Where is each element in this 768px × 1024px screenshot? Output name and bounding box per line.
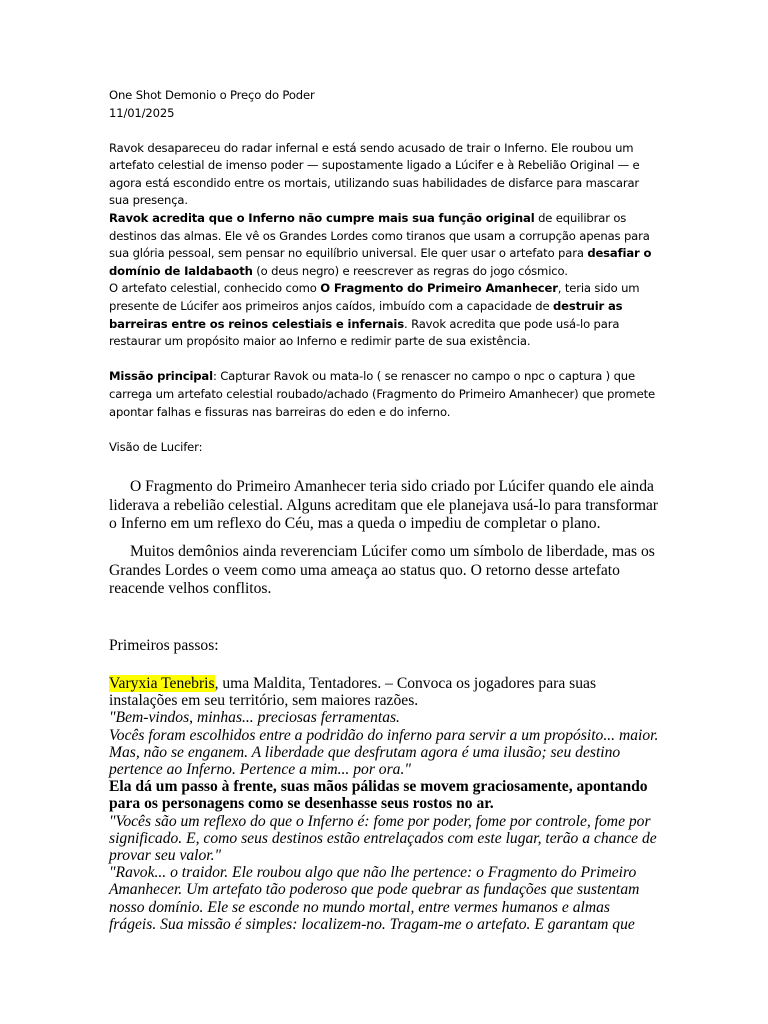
intro-paragraph-3 — [109, 280, 659, 350]
intro-p2-text: de equilibrar os destinos das almas. Ele vê os Grandes Lordes como tiranos que usam a corrupção apenas para sua glória pessoal, sem pensar no equilíbrio universal. Ele quer usar o artefato para — [109, 211, 650, 261]
lucifer-paragraph-1: O Fragmento do Primeiro Amanhecer teria sido criado por Lúcifer quando ele ainda liderava a rebelião celestial. Alguns acreditam que ele planejava usá-lo para transformar o Inferno em um reflexo do Céu, mas a queda o impediu de completar o plano. — [109, 478, 658, 533]
intro-paragraph-2 — [109, 210, 659, 280]
mission-text: : Capturar Ravok ou mata-lo ( se renascer no campo o npc o captura ) que carrega um artefato celestial roubado/achado (Fragmento do Primeiro Amanhecer) que promete apontar falhas e fissuras nas barreiras do eden e do inferno. — [109, 369, 656, 419]
intro-p3-bold: O Fragmento do Primeiro Amanhecer — [320, 281, 558, 296]
first-steps-heading: Primeiros passos: — [109, 636, 219, 654]
document-body — [109, 87, 659, 933]
intro-p2-bold: Ravok acredita que o Inferno não cumpre mais sua função original — [109, 211, 535, 226]
document-date: 11/01/2025 — [109, 105, 175, 120]
action-line — [109, 778, 659, 812]
intro-p3-bold-2: destruir as barreiras entre os reinos celestiais e infernais — [109, 299, 623, 331]
varyxia-intro-text: , uma Maldita, Tentadores. – Convoca os jogadores para suas instalações em seu território, sem maiores razões. — [109, 674, 597, 710]
quote-1: "Bem-vindos, minhas... preciosas ferramentas. — [109, 709, 400, 727]
intro-paragraph-1: Ravok desapareceu do radar infernal e está sendo acusado de trair o Inferno. Ele roubou um artefato celestial de imenso poder — supostamente ligado a Lúcifer e à Rebelião Original — e agora está escondido entre os mortais, utilizando suas habilidades de disfarce para mascarar sua presença. — [109, 140, 640, 208]
quote-3: "Vocês são um reflexo do que o Inferno é: fome por poder, fome por controle, fome por significado. E, como seus destinos estão entrelaçados com este lugar, terão a chance de provar seu valor." — [109, 812, 657, 864]
quote-4: "Ravok... o traidor. Ele roubou algo que não lhe pertence: o Fragmento do Primeiro Amanhecer. Um artefato tão poderoso que pode quebrar as fundações que sustentam nosso domínio. Ele se esconde no mundo mortal, entre vermes humanos e almas frágeis. Sua missão é simples: localizem-no. Tragam-me o artefato. E garantam que — [109, 864, 640, 933]
intro-p2-bold-2: desafiar o domínio de Ialdabaoth — [109, 246, 652, 278]
intro-p2-text-2: (o deus negro) e reescrever as regras do jogo cósmico. — [252, 263, 568, 278]
quote-2: Vocês foram escolhidos entre a podridão do inferno para servir a um propósito... maior. Mas, não se enganem. A liberdade que desfrutam agora é uma ilusão; seu destino pertence ao Inferno. Pertence a mim... por ora." — [109, 726, 659, 778]
lucifer-heading: Visão de Lucifer: — [109, 439, 203, 454]
mission-label: Missão principal — [109, 369, 213, 384]
mission-paragraph — [109, 368, 659, 421]
varyxia-intro — [109, 675, 659, 709]
action-text: Ela dá um passo à frente, suas mãos pálidas se movem graciosamente, apontando para os personagens como se desenhasse seus rostos no ar. — [109, 778, 648, 813]
intro-p3-text-3: . Ravok acredita que pode usá-lo para restaurar um propósito maior ao Inferno e redimir parte de sua existência. — [109, 316, 620, 349]
intro-p3-text: O artefato celestial, conhecido como — [109, 281, 321, 296]
varyxia-name: Varyxia Tenebris — [109, 674, 215, 692]
document-title: One Shot Demonio o Preço do Poder — [109, 88, 315, 102]
intro-p3-text-2: , teria sido um presente de Lúcifer aos primeiros anjos caídos, imbuído com a capacidade de — [109, 281, 640, 314]
lucifer-paragraph-2: Muitos demônios ainda reverenciam Lúcifer como um símbolo de liberdade, mas os Grandes Lordes o veem como uma ameaça ao status quo. O retorno desse artefato reacende velhos conflitos. — [109, 542, 655, 598]
